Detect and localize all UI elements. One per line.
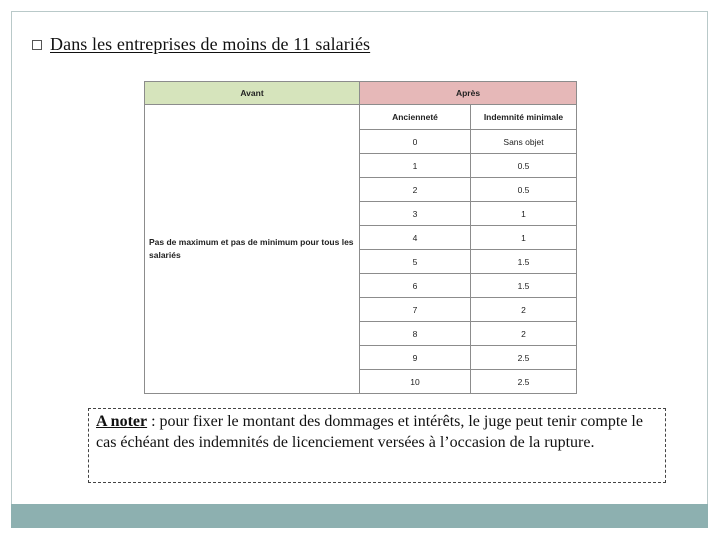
seniority-cell: 1 <box>360 154 471 178</box>
seniority-cell: 9 <box>360 346 471 370</box>
note-box <box>88 408 666 483</box>
slide-heading <box>32 34 370 55</box>
indemnity-cell: 0.5 <box>471 154 577 178</box>
seniority-cell: 2 <box>360 178 471 202</box>
indemnity-cell: 0.5 <box>471 178 577 202</box>
subheader-seniority: Ancienneté <box>360 105 471 130</box>
header-after: Après <box>360 82 577 105</box>
indemnity-cell: 2.5 <box>471 370 577 394</box>
indemnity-cell: 2 <box>471 298 577 322</box>
bottom-bar <box>11 504 708 528</box>
seniority-cell: 8 <box>360 322 471 346</box>
subheader-min-indemnity: Indemnité minimale <box>471 105 577 130</box>
seniority-cell: 4 <box>360 226 471 250</box>
seniority-cell: 5 <box>360 250 471 274</box>
indemnity-cell: 1 <box>471 202 577 226</box>
header-before: Avant <box>145 82 360 105</box>
indemnity-cell: 2 <box>471 322 577 346</box>
seniority-cell: 0 <box>360 130 471 154</box>
note-text: : pour fixer le montant des dommages et intérêts, le juge peut tenir compte le cas échéant des indemnités de licenciement versées à l’occasion de la rupture. <box>96 413 643 451</box>
indemnity-cell: 1.5 <box>471 250 577 274</box>
seniority-cell: 6 <box>360 274 471 298</box>
indemnity-cell: 1.5 <box>471 274 577 298</box>
before-description: Pas de maximum et pas de minimum pour tous les salariés <box>145 105 360 394</box>
seniority-cell: 3 <box>360 202 471 226</box>
indemnity-cell: 2.5 <box>471 346 577 370</box>
severance-table <box>144 81 577 394</box>
indemnity-cell: Sans objet <box>471 130 577 154</box>
indemnity-cell: 1 <box>471 226 577 250</box>
heading-text: Dans les entreprises de moins de 11 salariés <box>50 34 371 54</box>
seniority-cell: 7 <box>360 298 471 322</box>
checkbox-bullet-icon <box>32 40 42 50</box>
note-label: A noter <box>96 413 148 430</box>
seniority-cell: 10 <box>360 370 471 394</box>
